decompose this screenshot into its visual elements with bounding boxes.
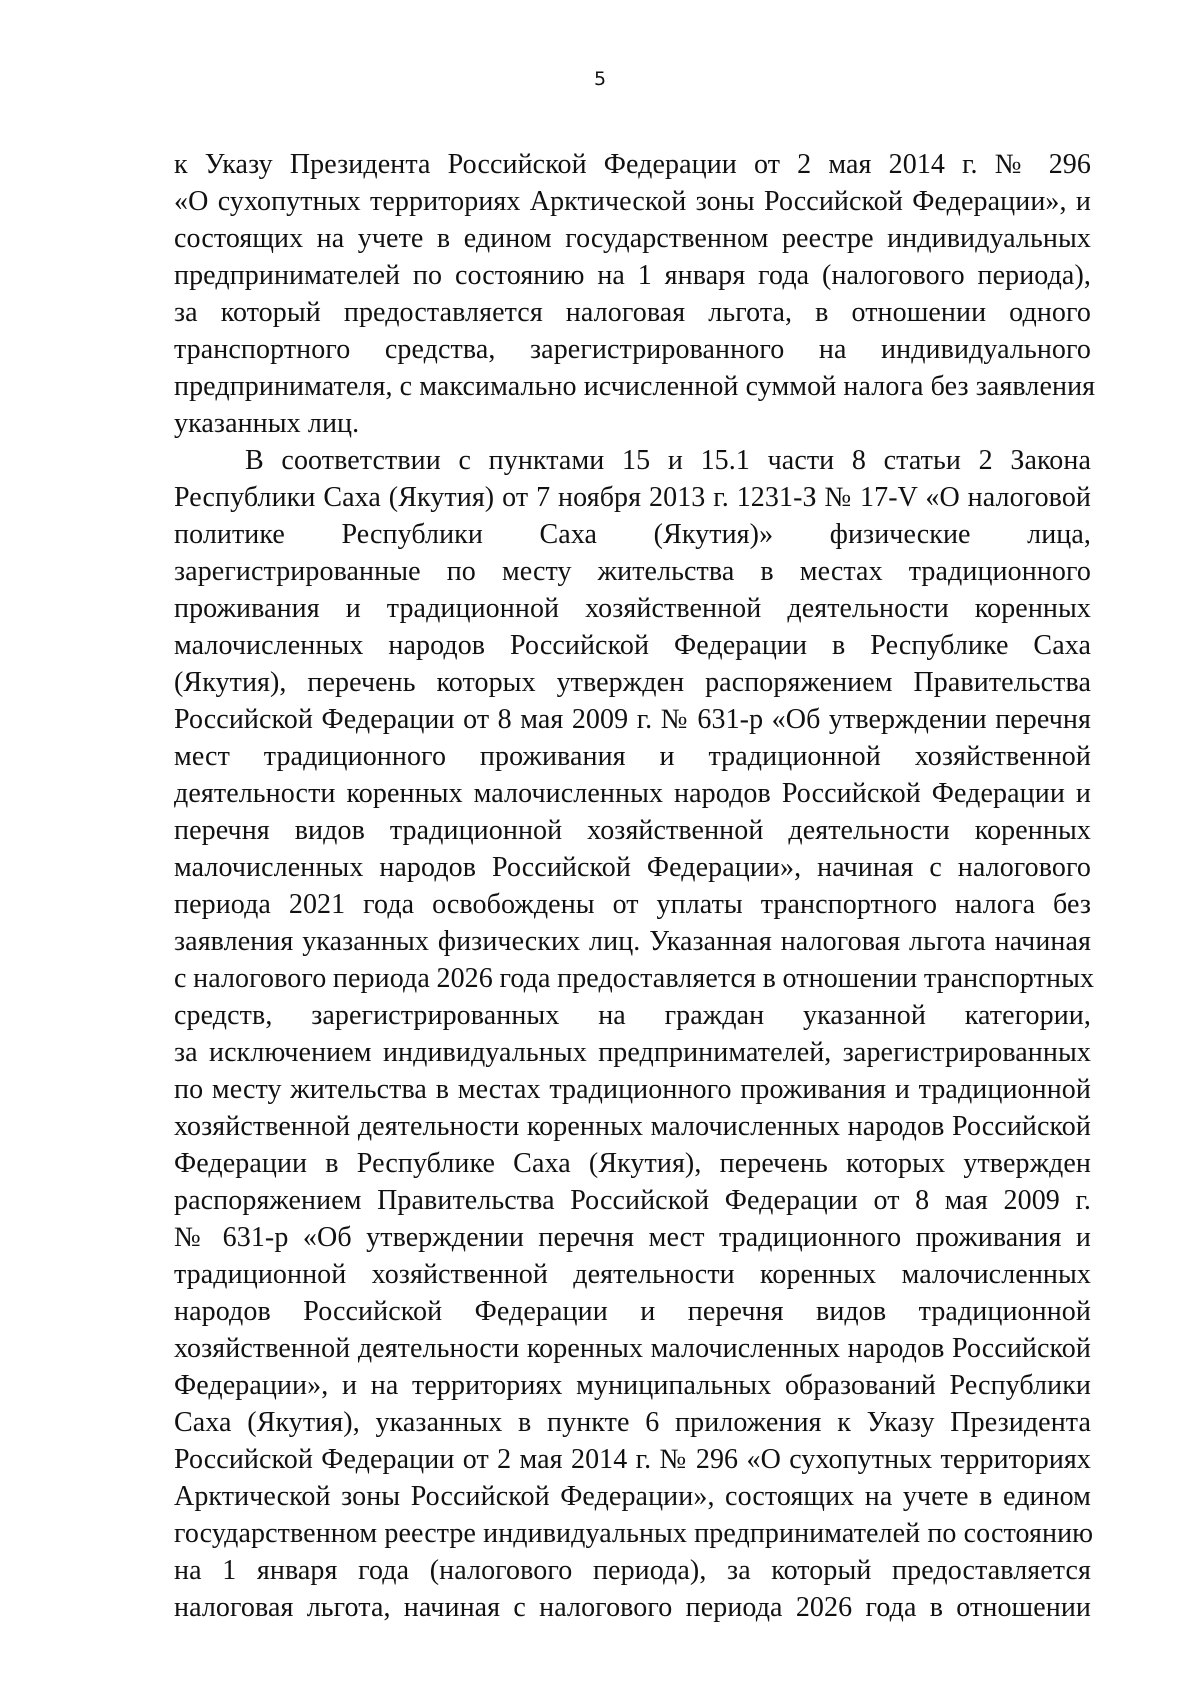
text-line: деятельности коренных малочисленных народов Российской Федерации и [174,778,1091,809]
text-line: хозяйственной деятельности коренных малочисленных народов Российской [174,1111,1091,1142]
text-line: налоговая льгота, начиная с налогового периода 2026 года в отношении [174,1592,1091,1623]
text-line: заявления указанных физических лиц. Указанная налоговая льгота начиная [174,926,1091,957]
text-line: состоящих на учете в едином государственном реестре индивидуальных [174,223,1091,254]
text-line: малочисленных народов Российской Федерации в Республике Саха [174,630,1091,661]
text-line: Федерации», и на территориях муниципальных образований Республики [174,1370,1091,1401]
text-line: за который предоставляется налоговая льгота, в отношении одного [174,297,1091,328]
text-line: государственном реестре индивидуальных предпринимателей по состоянию [174,1518,1094,1549]
text-line: народов Российской Федерации и перечня видов традиционной [174,1296,1091,1327]
text-line: перечня видов традиционной хозяйственной деятельности коренных [174,815,1091,846]
text-line: зарегистрированные по месту жительства в местах традиционного [174,556,1091,587]
text-line: Российской Федерации от 2 мая 2014 г. № 296 «О сухопутных территориях [174,1444,1091,1475]
text-line: указанных лиц. [174,408,360,439]
text-line: «О сухопутных территориях Арктической зоны Российской Федерации», и [174,186,1091,217]
text-line: мест традиционного проживания и традиционной хозяйственной [174,741,1091,772]
text-line: малочисленных народов Российской Федерации», начиная с налогового [174,852,1091,883]
text-line: политике Республики Саха (Якутия)» физические лица, [174,519,1091,550]
text-line: распоряжением Правительства Российской Федерации от 8 мая 2009 г. [174,1185,1091,1216]
text-line: с налогового периода 2026 года предоставляется в отношении транспортных [174,963,1095,994]
text-line: Саха (Якутия), указанных в пункте 6 приложения к Указу Президента [174,1407,1091,1438]
text-line: проживания и традиционной хозяйственной деятельности коренных [174,593,1091,624]
text-line: за исключением индивидуальных предпринимателей, зарегистрированных [174,1037,1091,1068]
text-line: Федерации в Республике Саха (Якутия), перечень которых утвержден [174,1148,1091,1179]
text-line: № 631-р «Об утверждении перечня мест традиционного проживания и [174,1222,1091,1253]
text-line: хозяйственной деятельности коренных малочисленных народов Российской [174,1333,1091,1364]
body-text [174,146,1096,1626]
text-line: периода 2021 года освобождены от уплаты транспортного налога без [174,889,1091,920]
text-line: средств, зарегистрированных на граждан указанной категории, [174,1000,1091,1031]
text-line: к Указу Президента Российской Федерации от 2 мая 2014 г. № 296 [174,149,1091,180]
text-line: традиционной хозяйственной деятельности коренных малочисленных [174,1259,1091,1290]
text-line: транспортного средства, зарегистрированного на индивидуального [174,334,1091,365]
text-line: Российской Федерации от 8 мая 2009 г. № 631-р «Об утверждении перечня [174,704,1091,735]
text-line: по месту жительства в местах традиционного проживания и традиционной [174,1074,1091,1105]
text-line: (Якутия), перечень которых утвержден распоряжением Правительства [174,667,1091,698]
text-line: Арктической зоны Российской Федерации», состоящих на учете в едином [174,1481,1091,1512]
text-line: на 1 января года (налогового периода), за который предоставляется [174,1555,1091,1586]
text-line: В соответствии с пунктами 15 и 15.1 части 8 статьи 2 Закона [245,445,1091,476]
text-line: предпринимателей по состоянию на 1 января года (налогового периода), [174,260,1091,291]
text-line: Республики Саха (Якутия) от 7 ноября 2013 г. 1231-З № 17-V «О налоговой [174,482,1091,513]
text-line: предпринимателя, с максимально исчисленной суммой налога без заявления [174,371,1096,402]
page-number: 5 [593,68,607,90]
